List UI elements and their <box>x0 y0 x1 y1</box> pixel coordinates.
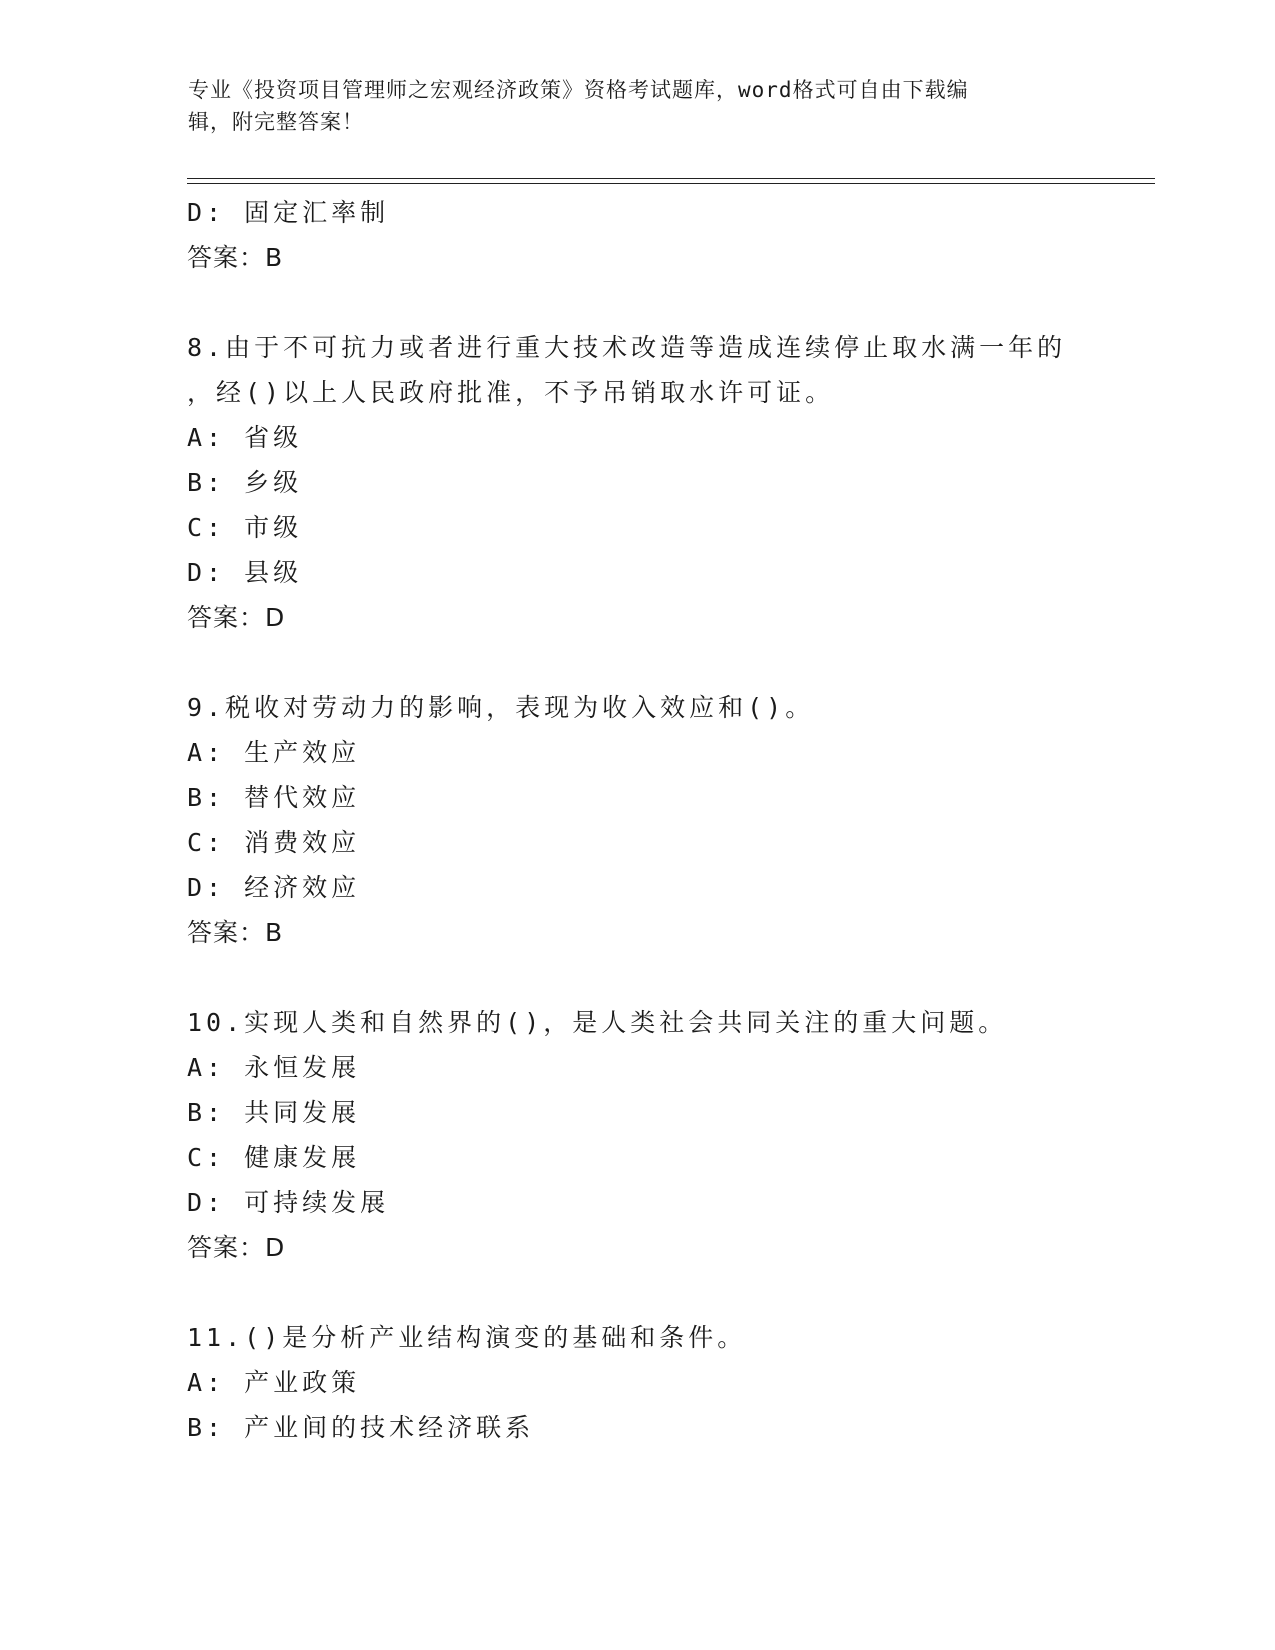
q8-option-a: A: 省级 <box>187 423 303 452</box>
q8-answer: 答案：D <box>187 603 286 632</box>
q10-option-d: D: 可持续发展 <box>187 1188 390 1217</box>
q9-option-c: C: 消费效应 <box>187 828 361 857</box>
q10-answer: 答案：D <box>187 1233 286 1262</box>
header-line-2: 辑，附完整答案！ <box>188 110 364 134</box>
q8-option-d: D: 县级 <box>187 558 303 587</box>
q10-option-b: B: 共同发展 <box>187 1098 361 1127</box>
q9-option-a: A: 生产效应 <box>187 738 361 767</box>
header-divider-top <box>187 178 1155 179</box>
q10-option-a: A: 永恒发展 <box>187 1053 361 1082</box>
header-line-1: 专业《投资项目管理师之宏观经济政策》资格考试题库，word格式可自由下载编 <box>188 78 969 102</box>
prev-option-d: D: 固定汇率制 <box>187 198 390 227</box>
q9-answer: 答案：B <box>187 918 284 947</box>
q11-option-b: B: 产业间的技术经济联系 <box>187 1413 535 1442</box>
q11-option-a: A: 产业政策 <box>187 1368 361 1397</box>
q9-stem-line-1: 9.税收对劳动力的影响，表现为收入效应和()。 <box>187 693 815 722</box>
q8-option-c: C: 市级 <box>187 513 303 542</box>
q11-stem-line-1: 11.()是分析产业结构演变的基础和条件。 <box>187 1323 747 1352</box>
q8-option-b: B: 乡级 <box>187 468 303 497</box>
document-header <box>188 74 1078 138</box>
q9-option-d: D: 经济效应 <box>187 873 361 902</box>
q10-stem-line-1: 10.实现人类和自然界的()，是人类社会共同关注的重大问题。 <box>187 1008 1008 1037</box>
q8-stem-line-2: ，经()以上人民政府批准，不予吊销取水许可证。 <box>187 378 835 407</box>
q8-stem-line-1: 8.由于不可抗力或者进行重大技术改造等造成连续停止取水满一年的 <box>187 333 1067 362</box>
q10-option-c: C: 健康发展 <box>187 1143 361 1172</box>
q9-option-b: B: 替代效应 <box>187 783 361 812</box>
prev-answer: 答案：B <box>187 243 284 272</box>
header-divider-bottom <box>187 183 1155 184</box>
